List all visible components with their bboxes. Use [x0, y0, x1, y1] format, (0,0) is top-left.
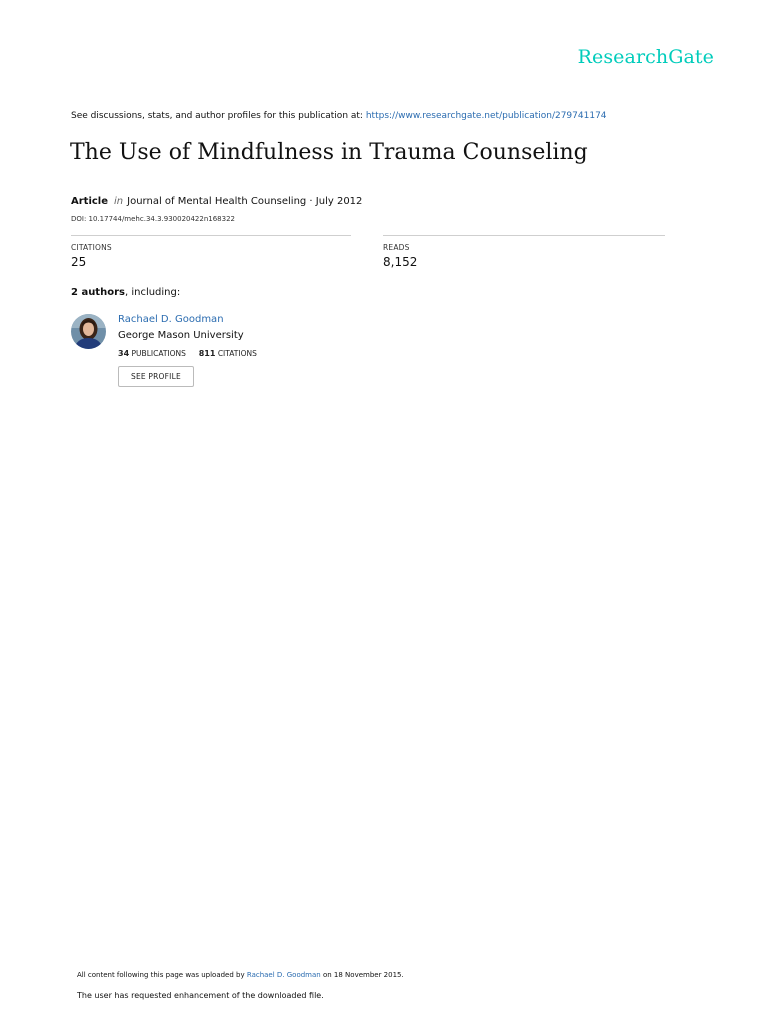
author-card: [71, 314, 371, 394]
uploader-link[interactable]: Rachael D. Goodman: [246, 971, 321, 979]
article-meta: [71, 196, 362, 207]
author-publications-label: PUBLICATIONS: [131, 349, 186, 358]
authors-suffix: , including:: [124, 287, 181, 298]
discussion-line: [71, 111, 607, 121]
divider-reads: [383, 235, 665, 236]
upload-suffix: on 18 November 2015.: [322, 971, 404, 979]
reads-value: 8,152: [383, 255, 418, 269]
enhancement-note: The user has requested enhancement of the downloaded file.: [77, 991, 324, 1000]
avatar-image: [71, 314, 106, 349]
authors-count: 2 authors: [71, 287, 125, 298]
citations-stat: [71, 243, 112, 269]
avatar[interactable]: [71, 314, 106, 349]
reads-stat: [383, 243, 417, 269]
citations-label: CITATIONS: [71, 243, 112, 252]
authors-summary: [71, 287, 180, 298]
publication-type: Article: [71, 196, 109, 207]
author-citations-label: CITATIONS: [217, 349, 257, 358]
in-label: in: [114, 196, 124, 207]
author-stats: [118, 349, 257, 358]
upload-prefix: All content following this page was uploaded by: [77, 971, 245, 979]
publication-title: The Use of Mindfulness in Trauma Counseling: [70, 140, 588, 165]
citations-value: 25: [71, 255, 87, 269]
author-name-link[interactable]: Rachael D. Goodman: [118, 314, 224, 325]
see-profile-button[interactable]: SEE PROFILE: [118, 366, 194, 387]
author-publications-count: 34: [118, 349, 130, 358]
author-info: [118, 314, 257, 387]
journal-and-date: Journal of Mental Health Counseling · July 2012: [127, 196, 363, 207]
researchgate-logo[interactable]: ResearchGate: [577, 46, 714, 68]
author-citations-count: 811: [198, 349, 216, 358]
divider-citations: [71, 235, 351, 236]
author-institution: George Mason University: [118, 330, 244, 341]
publication-link[interactable]: https://www.researchgate.net/publication/279741174: [365, 111, 607, 121]
discussion-prefix: See discussions, stats, and author profiles for this publication at:: [71, 111, 363, 121]
doi: DOI: 10.17744/mehc.34.3.930020422n168322: [71, 215, 235, 223]
reads-label: READS: [383, 243, 410, 252]
upload-notice: [77, 971, 404, 979]
